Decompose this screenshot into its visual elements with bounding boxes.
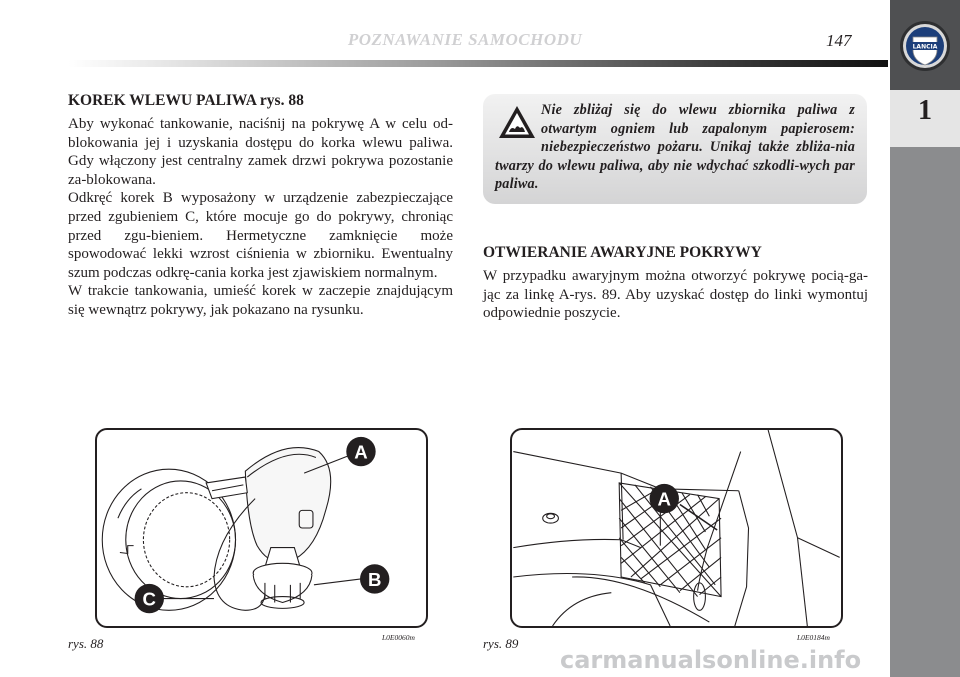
fuel-cap-illustration <box>97 430 426 626</box>
paragraph: Aby wykonać tankowanie, naciśnij na pokrywę A w celu od-blokowania jej i uzyskania dostępu do korka wlewu paliwa. Gdy włączony jest centralny zamek drzwi pokrywa pozostanie za-blokowana. <box>68 116 453 188</box>
warning-text: Nie zbliżaj się do wlewu zbiornika paliwa z otwartym ogniem lub zapalonym papierosem: niebezpieczeństwo pożaru. Unikaj także zbliża-nia twarzy do wlewu paliwa, aby nie wdychać szkodli-wych par paliwa. <box>495 102 855 193</box>
callout-b <box>360 564 389 593</box>
header-rule <box>68 60 888 67</box>
figure-caption: rys. 88 <box>68 636 104 651</box>
section-title: POZNAWANIE SAMOCHODU <box>347 30 583 49</box>
callout-label: A <box>354 441 368 463</box>
callout-label: C <box>142 588 157 610</box>
chapter-number: 1 <box>918 95 932 126</box>
body-text-fuel-cap <box>68 115 453 320</box>
right-column <box>483 244 868 323</box>
callout-a <box>346 437 375 466</box>
warning-text-block <box>495 101 855 194</box>
warning-box <box>483 94 867 204</box>
logo-box <box>890 0 960 90</box>
watermark: carmanualsonline.info <box>560 646 862 674</box>
left-column <box>68 92 453 320</box>
figure-code: L0E0184m <box>797 633 830 642</box>
figure-emergency-release <box>510 428 843 628</box>
paragraph: W trakcie tankowania, umieść korek w zaczepie znajdującym się wewnątrz pokrywy, jak pokazano na rysunku. <box>68 283 453 318</box>
callout-label: A <box>657 488 671 510</box>
callout-c <box>135 584 164 613</box>
callout-a <box>650 484 679 513</box>
paragraph: Odkręć korek B wyposażony w urządzenie zabezpieczające przed zgubieniem C, które mocuje go do pokrywy, chroniąc przed zgu-bieniem. Hermetyczne zamknięcie może spowodować lekki wzrost ciśnienia w zbiorniku. Ewentualny szum podczas odkrę-cania korka jest zjawiskiem normalnym. <box>68 190 453 281</box>
body-text-emergency-opening: W przypadku awaryjnym można otworzyć pokrywę pocią-ga-jąc za linkę A-rys. 89. Aby uzyskać dostęp do linki wymontuj odpowiednie poszycie. <box>483 268 868 322</box>
callout-label: B <box>367 568 382 590</box>
sidebar <box>890 0 960 677</box>
figure-fuel-cap <box>95 428 428 628</box>
emergency-release-illustration <box>512 430 841 626</box>
page-number: 147 <box>826 31 852 50</box>
logo-text: LANCIA <box>912 43 938 51</box>
figure-code: L0E0060m <box>382 633 415 642</box>
section-heading-fuel-cap: KOREK WLEWU PALIWA rys. 88 <box>68 92 304 109</box>
lancia-logo <box>899 20 951 72</box>
figure-caption: rys. 89 <box>483 636 519 651</box>
section-heading-emergency-opening: OTWIERANIE AWARYJNE POKRYWY <box>483 244 762 261</box>
